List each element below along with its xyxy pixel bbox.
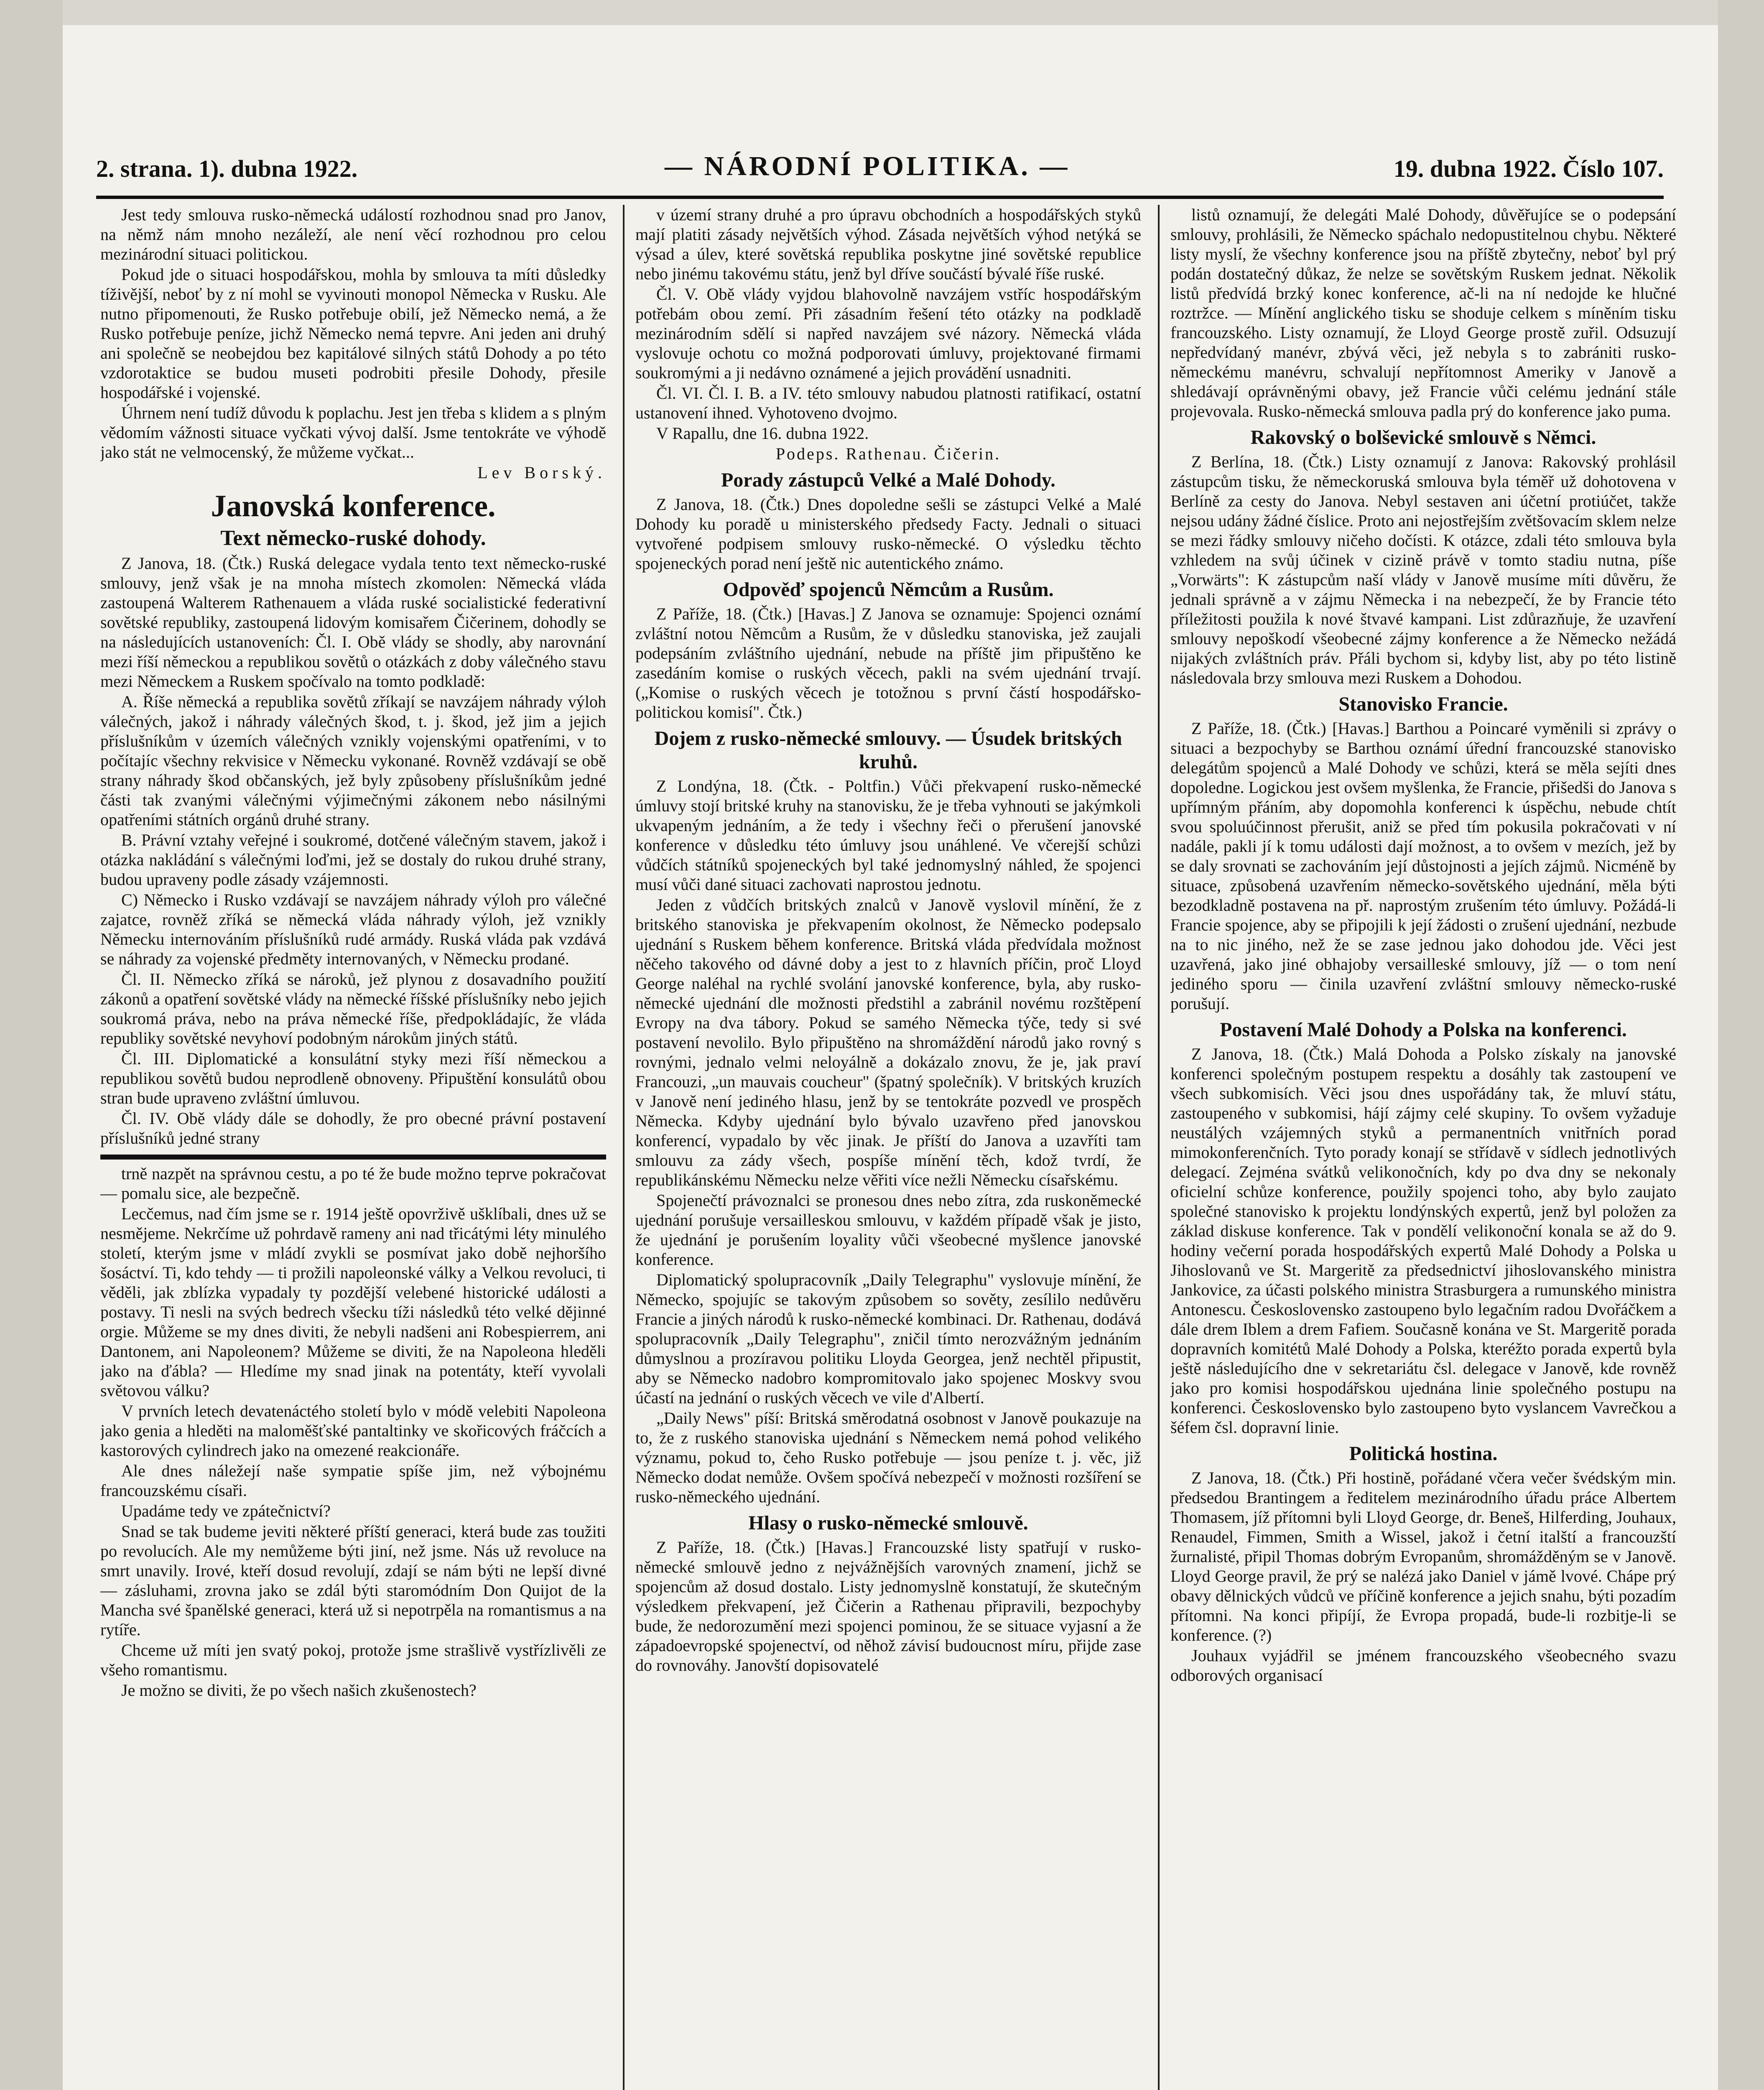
- paragraph: Ale dnes náležejí naše sympatie spíše jim, než výbojnému francouzskému císaři.: [100, 1461, 606, 1500]
- paragraph: Z Janova, 18. (Čtk.) Ruská delegace vydala tento text německo-ruské smlouvy, jenž však je na mnoha místech zkomolen: Německá vláda zastoupená Walterem Rathenauem a vláda ruské socialistické federativní sovětské republiky, zastoupená lidovým komisařem Čičerinem, dohodly se na následujících ustanoveních: Čl. I. Obě vlády se shodly, aby narovnání mezi říší německou a republikou sovětů o otázkách z doby válečného stavu mezi Německem a Ruskem spočívalo na tomto podkladě:: [100, 554, 606, 691]
- paragraph: Pokud jde o situaci hospodářskou, mohla by smlouva ta míti důsledky tíživější, neboť by z ní mohl se vyvinouti monopol Německa v Rusku. Ale nutno připomenouti, že Rusko potřebuje obilí, jež Německo nemá, a že Rusko potřebuje peníze, jichž Německo nemá tepvre. Ani jeden ani druhý ani společně se neobejdou bez kapitálové silných států Dohody a po této vzdorotaktice se budou museti podrobiti přesile Dohody, přesile hospodářské i vojenské.: [100, 265, 606, 402]
- column-divider: [1158, 205, 1160, 2090]
- paragraph: V Rapallu, dne 16. dubna 1922.: [656, 424, 869, 443]
- header-page-date: 2. strana. 1). dubna 1922.: [96, 155, 358, 182]
- paragraph: Z Paříže, 18. (Čtk.) [Havas.] Z Janova se oznamuje: Spojenci oznámí zvláštní notou Němcům a Rusům, že v důsledku stanoviska, jež zaujali podepsáním zvláštního ujednání, nebude na příště jim připuštěno ke zasedáním komise o ruských věcech, pakli na svém ujednání trvají. („Komise o ruských věcech je totožnou s první částí hospodářsko-politickou komisí". Čtk.): [635, 604, 1141, 721]
- paragraph: C) Německo i Rusko vzdávají se navzájem náhrady výloh pro válečné zajatce, rovněž zříká se německá vláda náhrady výloh, jež vznikly Německu internováním příslušníků rudé armády. Ruská vláda pak vzdává se náhrady za vojenské předměty internovaných, v Německu prodané.: [100, 890, 606, 968]
- article-heading: Rakovský o bolševické smlouvě s Němci.: [1250, 426, 1596, 449]
- header-issue-number: 19. dubna 1922. Číslo 107.: [1393, 155, 1664, 182]
- paragraph: Snad se tak budeme jeviti některé příští generaci, která bude zas toužiti po revolucích. Ale my nemůžeme býti jiní, než jsme. Nás už revoluce na smrt unavily. Irové, kteří dosud revolují, zdají se nám býti ne lepší divné — zásluhami, zrovna jako se zdál býti staromódním Don Quijot de la Mancha své španělské generaci, která už si nepotrpěla na romantismus a na rytíře.: [100, 1522, 606, 1639]
- page-header: [96, 150, 1664, 192]
- scan-edge-left: [0, 0, 63, 2090]
- paragraph: Z Berlína, 18. (Čtk.) Listy oznamují z Janova: Rakovský prohlásil zástupcům tisku, že německoruská smlouva byla téměř už dohotovena v Berlíně za cesty do Janova. Nebyl sestaven ani účetní protiúčet, takže nejsou udány žádné číslice. Proto ani nejostřejším zvětšovacím sklem nelze se mezi řádky smlouvy ničeho dočísti. K otázce, zdali této smlouva byla vzhledem na svůj účinek v cizině právě v tomto stadiu nutna, píše „Vorwärts": K zástupcům naší vlády v Janově musíme míti důvěru, že jednali správně a v zájmu Německa i na nebezpečí, že by Francie této příležitosti použila k nové štvavé kampani. List zdůrazňuje, že uzavření smlouvy nepoškodí všeobecné zájmy konference a že Německo nežádá nijakých zvláštních práv. Přáli bychom si, kdyby list, aby po této listině následovala brzy smlouva mezi Ruskem a Dohodou.: [1170, 452, 1676, 687]
- paragraph: Z Janova, 18. (Čtk.) Malá Dohoda a Polsko získaly na janovské konferenci společným postupem respektu a dosáhly tak zastoupení ve všech subkomisích. Věci jsou dnes uspořádány tak, že mluví státu, zastoupeného v subkomisi, hájí zájmy celé skupiny. To ovšem vyžaduje neustálých vzájemných styků a permanentních vnitřních porad mimokonferenčních. Tyto porady konají se střídavě v sídlech jednotlivých delegací. Zejména svátků velikonočních, kdy po dva dny se nekonaly oficielní schůze konference, použily spojenci toho, aby bylo zaujato společné stanovisko k projektu londýnských expertů, jenž byl položen za základ diskuse konference. Tak v pondělí velikonoční konala se až do 9. hodiny večerní porada hospodářských expertů Malé Dohody a Polska u Jihoslovanů ve St. Margeritě za předsednictví jihoslovanského ministra Jankovice, za účasti polského ministra Strasburgera a rumunského ministra Antonescu. Československo zastoupeno bylo legačním radou Dvořáčkem a dále drem Iblem a drem Fafiem. Současně konána ve St. Margeritě porada dopravních komitétů Malé Dohody a Polska, kteréžto porada expertů byla ještě následujícího dne v sekretariátu čsl. delegace v Janově, kde rovněž jako pro komisi hospodářskou ujednána linie společného postupu na konferenci. Československo bylo zastoupeno byto vyslancem Vavrečkou a šéfem čsl. dopravní linie.: [1170, 1045, 1676, 1437]
- article-heading: Porady zástupců Velké a Malé Dohody.: [721, 469, 1056, 491]
- paragraph: Z Janova, 18. (Čtk.) Při hostině, pořádané včera večer švédským min. předsedou Brantingem a ředitelem mezinárodního úřadu práce Albertem Thomasem, jíž přítomni byli Lloyd George, dr. Beneš, Hilferding, Jouhaux, Renaudel, Fimmen, Smith a Wissel, jakož i četní italští a francouzští žurnalisté, připil Thomas dobrým Evropanům, shromážděným se v Janově. Lloyd George pravil, že prý se nalézá jako Daniel v jámě lvové. Chápe prý obavy dělnických vůdců ve příčině konference a jejich snahu, býti pozadím přítomni. Na konci připíjí, že Evropa propadá, bude-li rozbitje-li se konference. (?): [1170, 1468, 1676, 1644]
- column-3: [1170, 205, 1676, 2090]
- feuilleton-divider: [100, 1155, 606, 1160]
- author-signature: Lev Borský.: [477, 463, 606, 482]
- paragraph: Úhrnem není tudíž důvodu k poplachu. Jest jen třeba s klidem a s plným vědomím vážnosti situace vyčkati vývoj další. Jsme tentokráte ve výhodě jako stát ne velmocenský, že můžeme vyčkat...: [100, 403, 606, 461]
- paragraph: Jouhaux vyjádřil se jménem francouzského všeobecného svazu odborových organisací: [1170, 1646, 1676, 1685]
- article-heading: Stanovisko Francie.: [1338, 693, 1508, 715]
- paragraph: Z Paříže, 18. (Čtk.) [Havas.] Francouzské listy spatřují v rusko-německé smlouvě jedno z nejvážnějších varovných znamení, jichž se spojencům až dosud dostalo. Listy jednomyslně konstatují, že skutečným výsledkem překvapení, jež Čičerin a Rathenau připravili, bezpochyby bude, že nedorozumění mezi spojenci pominou, že se situace vyjasní a že západoevropské spojenectví, od něhož závisí budoucnost míru, přijde zase do rovnováhy. Janovští dopisovatelé: [635, 1538, 1141, 1675]
- paragraph: Z Londýna, 18. (Čtk. - Poltfin.) Vůči překvapení rusko-německé úmluvy stojí britské kruhy na stanovisku, že je třeba vyhnouti se jakýmkoli ukvapeným jednáním, a že tedy i všechny řeči o přerušení janovské konference v důsledku této úmluvy jsou unáhlené. Ve včerejší schůzi vůdčích státníků spojeneckých byl také jednomyslný náhled, že spojenci musí vůči dané situaci zachovati naprostou jednotu.: [635, 777, 1141, 894]
- paragraph: Čl. III. Diplomatické a konsulátní styky mezi říší německou a republikou sovětů budou neprodleně obnoveny. Připuštění konsulátů obou stran bude upraveno zvláštní úmluvou.: [100, 1049, 606, 1107]
- paragraph: listů oznamují, že delegáti Malé Dohody, důvěřujíce se o podepsání smlouvy, prohlásili, že Německo spáchalo nedopustitelnou chybu. Některé listy myslí, že všechny konference jsou na příště zbytečny, neboť byl prý podán dostatečný důkaz, že nelze se sovětským Ruskem jednat. Několik listů předvídá brzký konec konference, ač-li na ní nedojde ke hlučné roztržce. — Mínění anglického tisku se shoduje celkem s míněním tisku francouzského. Listy oznamují, že Lloyd George prostě zuřil. Odsuzují nepředvídaný manévr, zbývá věci, jež nebyla s to zabrániti rusko-německému manévru, schvalují nepřítomnost Ameriky v Janově a shledávají oprávněnými obavy, jež Francie vůči celému jednání stále projevovala. Rusko-německá smlouva padla prý do konference jako puma.: [1170, 205, 1676, 421]
- treaty-signatures: Podeps. Rathenau. Čičerin.: [775, 444, 1001, 463]
- paragraph: Je možno se diviti, že po všech našich zkušenostech?: [121, 1681, 477, 1700]
- paragraph: „Daily News" píší: Britská směrodatná osobnost v Janově poukazuje na to, že z ruského stanoviska ujednání s Německem nemá pohod velikého významu, pokud to, čeho Rusko potřebuje — jsou peníze t. j. věc, již Německo dodat nemůže. Ovšem spočívá nebezpečí v možnosti rozšíření se rusko-německého ujednání.: [635, 1409, 1141, 1506]
- paragraph: Lecčemus, nad čím jsme se r. 1914 ještě opovrživě ušklíbali, dnes už se nesmějeme. Nekrčíme už pohrdavě rameny ani nad třicátými léty minulého století, kterým jsme v mládí zvykli se posmívat jako době nejhoršího šosáctví. Ti, kdo tehdy — ti prožili napoleonské války a Velkou revoluci, ti věděli, jak zblízka vypadaly ty pozdější velebené historické události a postavy. Ti nesli na svých bedrech všecku tíži následků této velké dějinné orgie. Můžeme se my dnes diviti, že nebyli nadšeni ani Robespierrem, ani Dantonem, ani Napoleonem? Můžeme se diviti, že na Napoleona hleděli jako na ďábla? — Hledíme my snad jinak na potentáty, kteří vyvolali světovou válku?: [100, 1204, 606, 1400]
- paragraph: A. Říše německá a republika sovětů zříkají se navzájem náhrady výloh válečných, jakož i náhrady válečných škod, t. j. škod, jež jim a jejich příslušníkům v územích válečných vznikly vojenskými opatřeními, v to počítajíc všechny rekvisice v Německu vykonané. Rovněž vzdávají se obě strany náhrady škod občanských, jež byly způsobeny příslušníkům jedné části tak zvanými válečnými výjimečnými zákonem nebo násilnými opatřeními státních orgánů druhé strany.: [100, 692, 606, 829]
- article-heading: Text německo-ruské dohody.: [220, 526, 486, 550]
- article-heading: Odpověď spojenců Němcům a Rusům.: [723, 579, 1054, 601]
- article-heading: Politická hostina.: [1349, 1443, 1498, 1465]
- paragraph: trně nazpět na správnou cestu, a po té že bude možno teprve pokračovat — pomalu sice, ale bezpečně.: [100, 1164, 606, 1203]
- scan-edge-right: [1718, 0, 1764, 2090]
- paragraph: v území strany druhé a pro úpravu obchodních a hospodářských styků mají platiti zásady největších výhod. Zásada největších výhod netýká se výsad a úlev, které sovětská republika poskytne jiné sovětské republice nebo jinému takovému státu, jenž byl dříve součástí bývalé říše ruské.: [635, 205, 1141, 283]
- paragraph: Jeden z vůdčích britských znalců v Janově vyslovil mínění, že z britského stanoviska je překvapením okolnost, že Německo podepsalo ujednání s Ruskem během konference. Britská vláda předvídala možnost něčeho takového od dávné doby a jest to z hlavních příčin, proč Lloyd George naléhal na rychlé svolání janovské konference, byla, aby rusko-německé ujednání dle možnosti předstihl a zabránil novému rozštěpení Evropy na dva tábory. Pokud se samého Německa týče, tedy si své postavení nevolilo. Bylo připuštěno na shromáždění národů jako rovný s rovnými, jednalo velmi neloyálně a dokázalo znovu, že je, jak praví Francouzi, „un mauvais coucheur" (špatný společník). V britských kruzích v Janově není jediného hlasu, jenž by se tentokráte pozvedl ve prospěch Německa. Kdyby ujednání bylo bývalo uzavřeno před janovskou konferencí, vypadalo by věc jinak. Je příští do Janova a uzavříti tam smlouvu za zády všech, pospíše mínění těch, kdož tvrdí, že republikánskému Německu nelze věřiti více nežli Německu císařskému.: [635, 895, 1141, 1189]
- header-masthead: — NÁRODNÍ POLITIKA. —: [665, 151, 1070, 181]
- paragraph: Z Paříže, 18. (Čtk.) [Havas.] Barthou a Poincaré vyměnili si zprávy o situaci a bezpochyby se Barthou oznámí úřední francouzské stanovisko delegátům spojenců a Malé Dohody ve schůzi, která se měla sejíti dnes dopoledne. Logickou jest ovšem myšlenka, že Francie, přišedši do Janova s upřímným přáním, aby dopomohla konferenci k úspěchu, nebude chtít svou spoluúčinnost přerušit, aniž se před tím pokusila pokračovati v ní nadále, pakli jí k tomu události dají možnost, a to ovšem v mezích, jež by se daly srovnati se zachováním její důstojnosti a jejích zájmů. Nicméně by situace, způsobená uzavřením německo-sovětského ujednání, měla býti bezodkladně postavena na př. naprostým zrušením této úmluvy. Požádá-li Francie spojence, aby se připojili k její žádosti o zrušení ujednání, nezbude na to nic jiného, než že se zase jednou jako dohodou jde. Věci jest uzavřená, jako jiné obhajoby versailleské smlouvy, jíž — o tom není jediného sporu — činila uzavření zvláštní smlouvy německo-ruské porušují.: [1170, 719, 1676, 1013]
- paragraph: Čl. IV. Obě vlády dále se dohodly, že pro obecné právní postavení příslušníků jedné strany: [100, 1109, 606, 1147]
- column-1: [100, 205, 606, 2090]
- column-divider: [623, 205, 625, 2090]
- paragraph: Chceme už míti jen svatý pokoj, protože jsme strašlivě vystřízlivěli ze všeho romantismu.: [100, 1641, 606, 1679]
- article-heading: Dojem z rusko-německé smlouvy. — Úsudek britských kruhů.: [654, 727, 1122, 773]
- paragraph: Diplomatický spolupracovník „Daily Telegraphu" vyslovuje mínění, že Německo, spojujíc se takovým způsobem so sověty, zesílilo nedůvěru Francie a jiných národů k rusko-německé kombinaci. Dr. Rathenau, dodává spolupracovník „Daily Telegraphu", zničil tímto nerozvážným jednáním důmyslnou a prozíravou politiku Lloyda Georgea, jenž nechtěl připustit, aby se Německo nadobro kompromitovalo jako spojenec Moskvy svou účastí na jednání o ruských věcech ve vile d'Albertí.: [635, 1270, 1141, 1407]
- paragraph: Jest tedy smlouva rusko-německá událostí rozhodnou snad pro Janov, na němž nám mnoho nezáleží, ale není věcí rozhodnou pro celou mezinárodní situaci politickou.: [100, 205, 606, 263]
- paragraph: V prvních letech devatenáctého století bylo v módě velebiti Napoleona jako genia a hleděti na maloměšťské pantaltinky ve skořicových fráčcích a kastorových cylindrech jako na omezené reakcionáře.: [100, 1402, 606, 1460]
- paragraph: Spojenečtí právoznalci se pronesou dnes nebo zítra, zda ruskoněmecké ujednání porušuje versailleskou smlouvu, v každém případě však je jisto, že ujednání je porušením loyality vůči všeobecné myšlence janovské konference.: [635, 1191, 1141, 1269]
- paragraph: Čl. II. Německo zříká se nároků, jež plynou z dosavadního použití zákonů a opatření sovětské vlády na německé říšské příslušníky nebo jejich soukromá práva, nebo na práva německé říše, předpokládajíc, že vláda republiky sovětské nevyhoví podobným nárokům jiných států.: [100, 970, 606, 1048]
- header-rule: [96, 196, 1664, 199]
- paragraph: Čl. V. Obě vlády vyjdou blahovolně navzájem vstříc hospodářským potřebám obou zemí. Při zásadním řešení této otázky na podkladě mezinárodním sdělí si napřed navzájem své názory. Německá vláda vyslovuje ochotu co možná podporovati úmluvy, projektované firmami soukromými a ji nedávno oznámené a jejich provádění usnadniti.: [635, 285, 1141, 382]
- article-heading: Hlasy o rusko-německé smlouvě.: [748, 1512, 1028, 1534]
- paragraph: Čl. VI. Čl. I. B. a IV. této smlouvy nabudou platnosti ratifikací, ostatní ustanovení ihned. Vyhotoveno dvojmo.: [635, 384, 1141, 422]
- article-heading: Postavení Malé Dohody a Polska na konferenci.: [1220, 1019, 1627, 1041]
- paragraph: Upadáme tedy ve zpátečnictví?: [121, 1501, 331, 1520]
- paragraph: B. Právní vztahy veřejné i soukromé, dotčené válečným stavem, jakož i otázka nakládání s válečnými loďmi, jež se dostaly do rukou druhé strany, budou upraveny podle zásady vzájemnosti.: [100, 831, 606, 889]
- column-2: [635, 205, 1141, 2090]
- section-heading: Janovská konference.: [211, 489, 496, 523]
- paragraph: Z Janova, 18. (Čtk.) Dnes dopoledne sešli se zástupci Velké a Malé Dohody ku poradě u ministerského předsedy Facty. Jednali o situaci vytvořené podpisem smlouvy rusko-německé. O výsledku těchto spojeneckých porad není ještě nic autentického známo.: [635, 495, 1141, 573]
